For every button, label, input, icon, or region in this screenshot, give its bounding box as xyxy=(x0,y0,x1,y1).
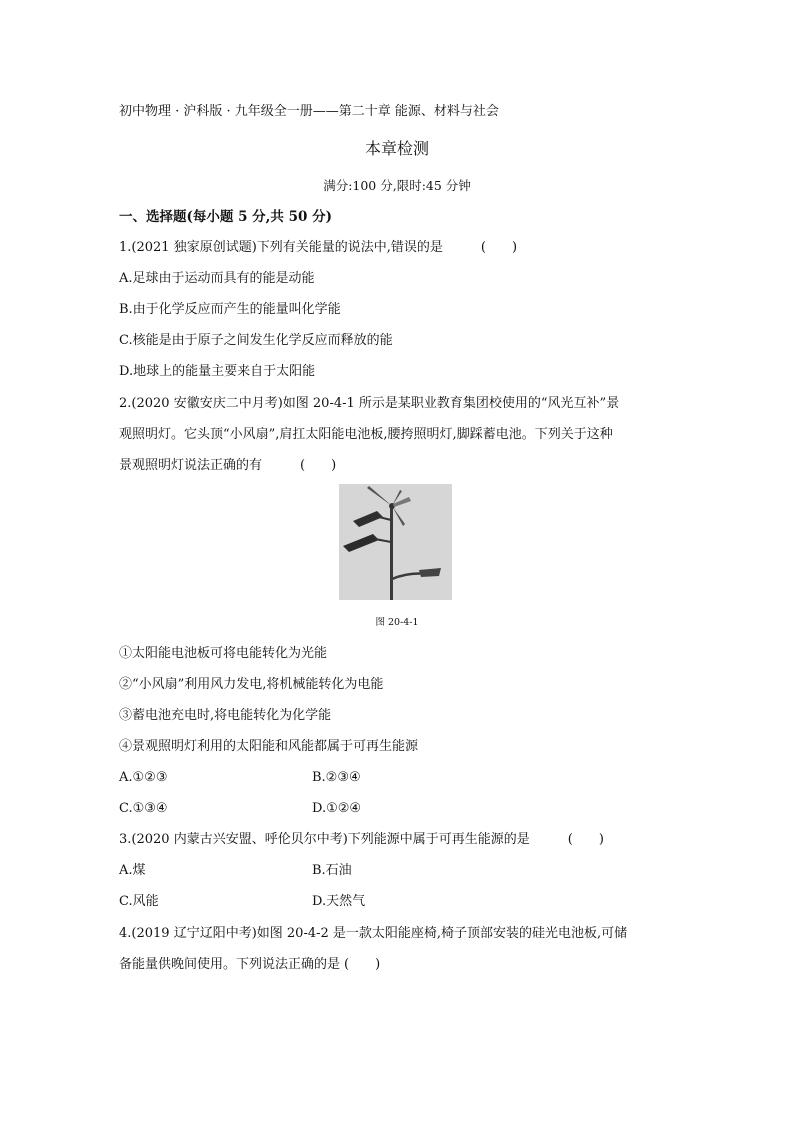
question-3-option-b: B.石油 xyxy=(312,863,352,878)
question-1-option-b: B.由于化学反应而产生的能量叫化学能 xyxy=(119,302,341,317)
exam-info: 满分:100 分,限时:45 分钟 xyxy=(323,178,471,193)
question-2-option-a: A.①②③ xyxy=(119,770,168,785)
document-header: 初中物理 · 沪科版 · 九年级全一册——第二十章 能源、材料与社会 xyxy=(119,104,499,119)
question-1-option-c: C.核能是由于原子之间发生化学反应而释放的能 xyxy=(119,333,393,348)
question-2-statement-2: ②“小风扇”利用风力发电,将机械能转化为电能 xyxy=(119,677,384,692)
question-4-stem-line-2 xyxy=(119,956,380,974)
question-3-option-d: D.天然气 xyxy=(312,894,366,909)
question-3-text: 3.(2020 内蒙古兴安盟、呼伦贝尔中考)下列能源中属于可再生能源的是 xyxy=(119,832,530,847)
question-4-stem-line-1: 4.(2019 辽宁辽阳中考)如图 20-4-2 是一款太阳能座椅,椅子顶部安装的硅光电池板,可储 xyxy=(119,926,628,941)
question-2-option-d: D.①②④ xyxy=(312,801,362,816)
street-light-illustration xyxy=(339,484,452,600)
question-3-option-c: C.风能 xyxy=(119,894,159,909)
question-2-stem-line-2: 观照明灯。它头顶“小风扇”,肩扛太阳能电池板,腰挎照明灯,脚踩蓄电池。下列关于这种 xyxy=(119,427,613,442)
question-2-option-b: B.②③④ xyxy=(312,770,361,785)
answer-bracket: ( ) xyxy=(480,240,518,255)
chapter-title: 本章检测 xyxy=(364,139,429,158)
wind-solar-street-light-photo xyxy=(339,484,452,600)
answer-bracket: ( ) xyxy=(300,458,337,473)
question-3-stem xyxy=(119,831,604,849)
question-1-stem xyxy=(119,239,517,257)
question-2-statement-3: ③蓄电池充电时,将电能转化为化学能 xyxy=(119,708,332,723)
question-2-text: 景观照明灯说法正确的有 xyxy=(119,458,263,473)
question-2-stem-line-1: 2.(2020 安徽安庆二中月考)如图 20-4-1 所示是某职业教育集团校使用的“风光互补”景 xyxy=(119,396,620,411)
question-2-option-c: C.①③④ xyxy=(119,801,168,816)
question-3-option-a: A.煤 xyxy=(119,863,146,878)
question-2-stem-line-3 xyxy=(119,457,336,475)
question-4-text: 备能量供晚间使用。下列说法正确的是 xyxy=(119,957,341,972)
section-title: 一、选择题(每小题 5 分,共 50 分) xyxy=(119,209,332,225)
question-2-statement-4: ④景观照明灯利用的太阳能和风能都属于可再生能源 xyxy=(119,739,419,754)
answer-bracket: ( ) xyxy=(567,832,604,847)
question-2-statement-1: ①太阳能电池板可将电能转化为光能 xyxy=(119,646,328,661)
question-1-text: 1.(2021 独家原创试题)下列有关能量的说法中,错误的是 xyxy=(119,240,443,255)
question-1-option-d: D.地球上的能量主要来自于太阳能 xyxy=(119,364,316,379)
figure-caption: 图 20-4-1 xyxy=(375,617,419,628)
answer-bracket: ( ) xyxy=(344,957,381,972)
question-1-option-a: A.足球由于运动而具有的能是动能 xyxy=(119,271,315,286)
